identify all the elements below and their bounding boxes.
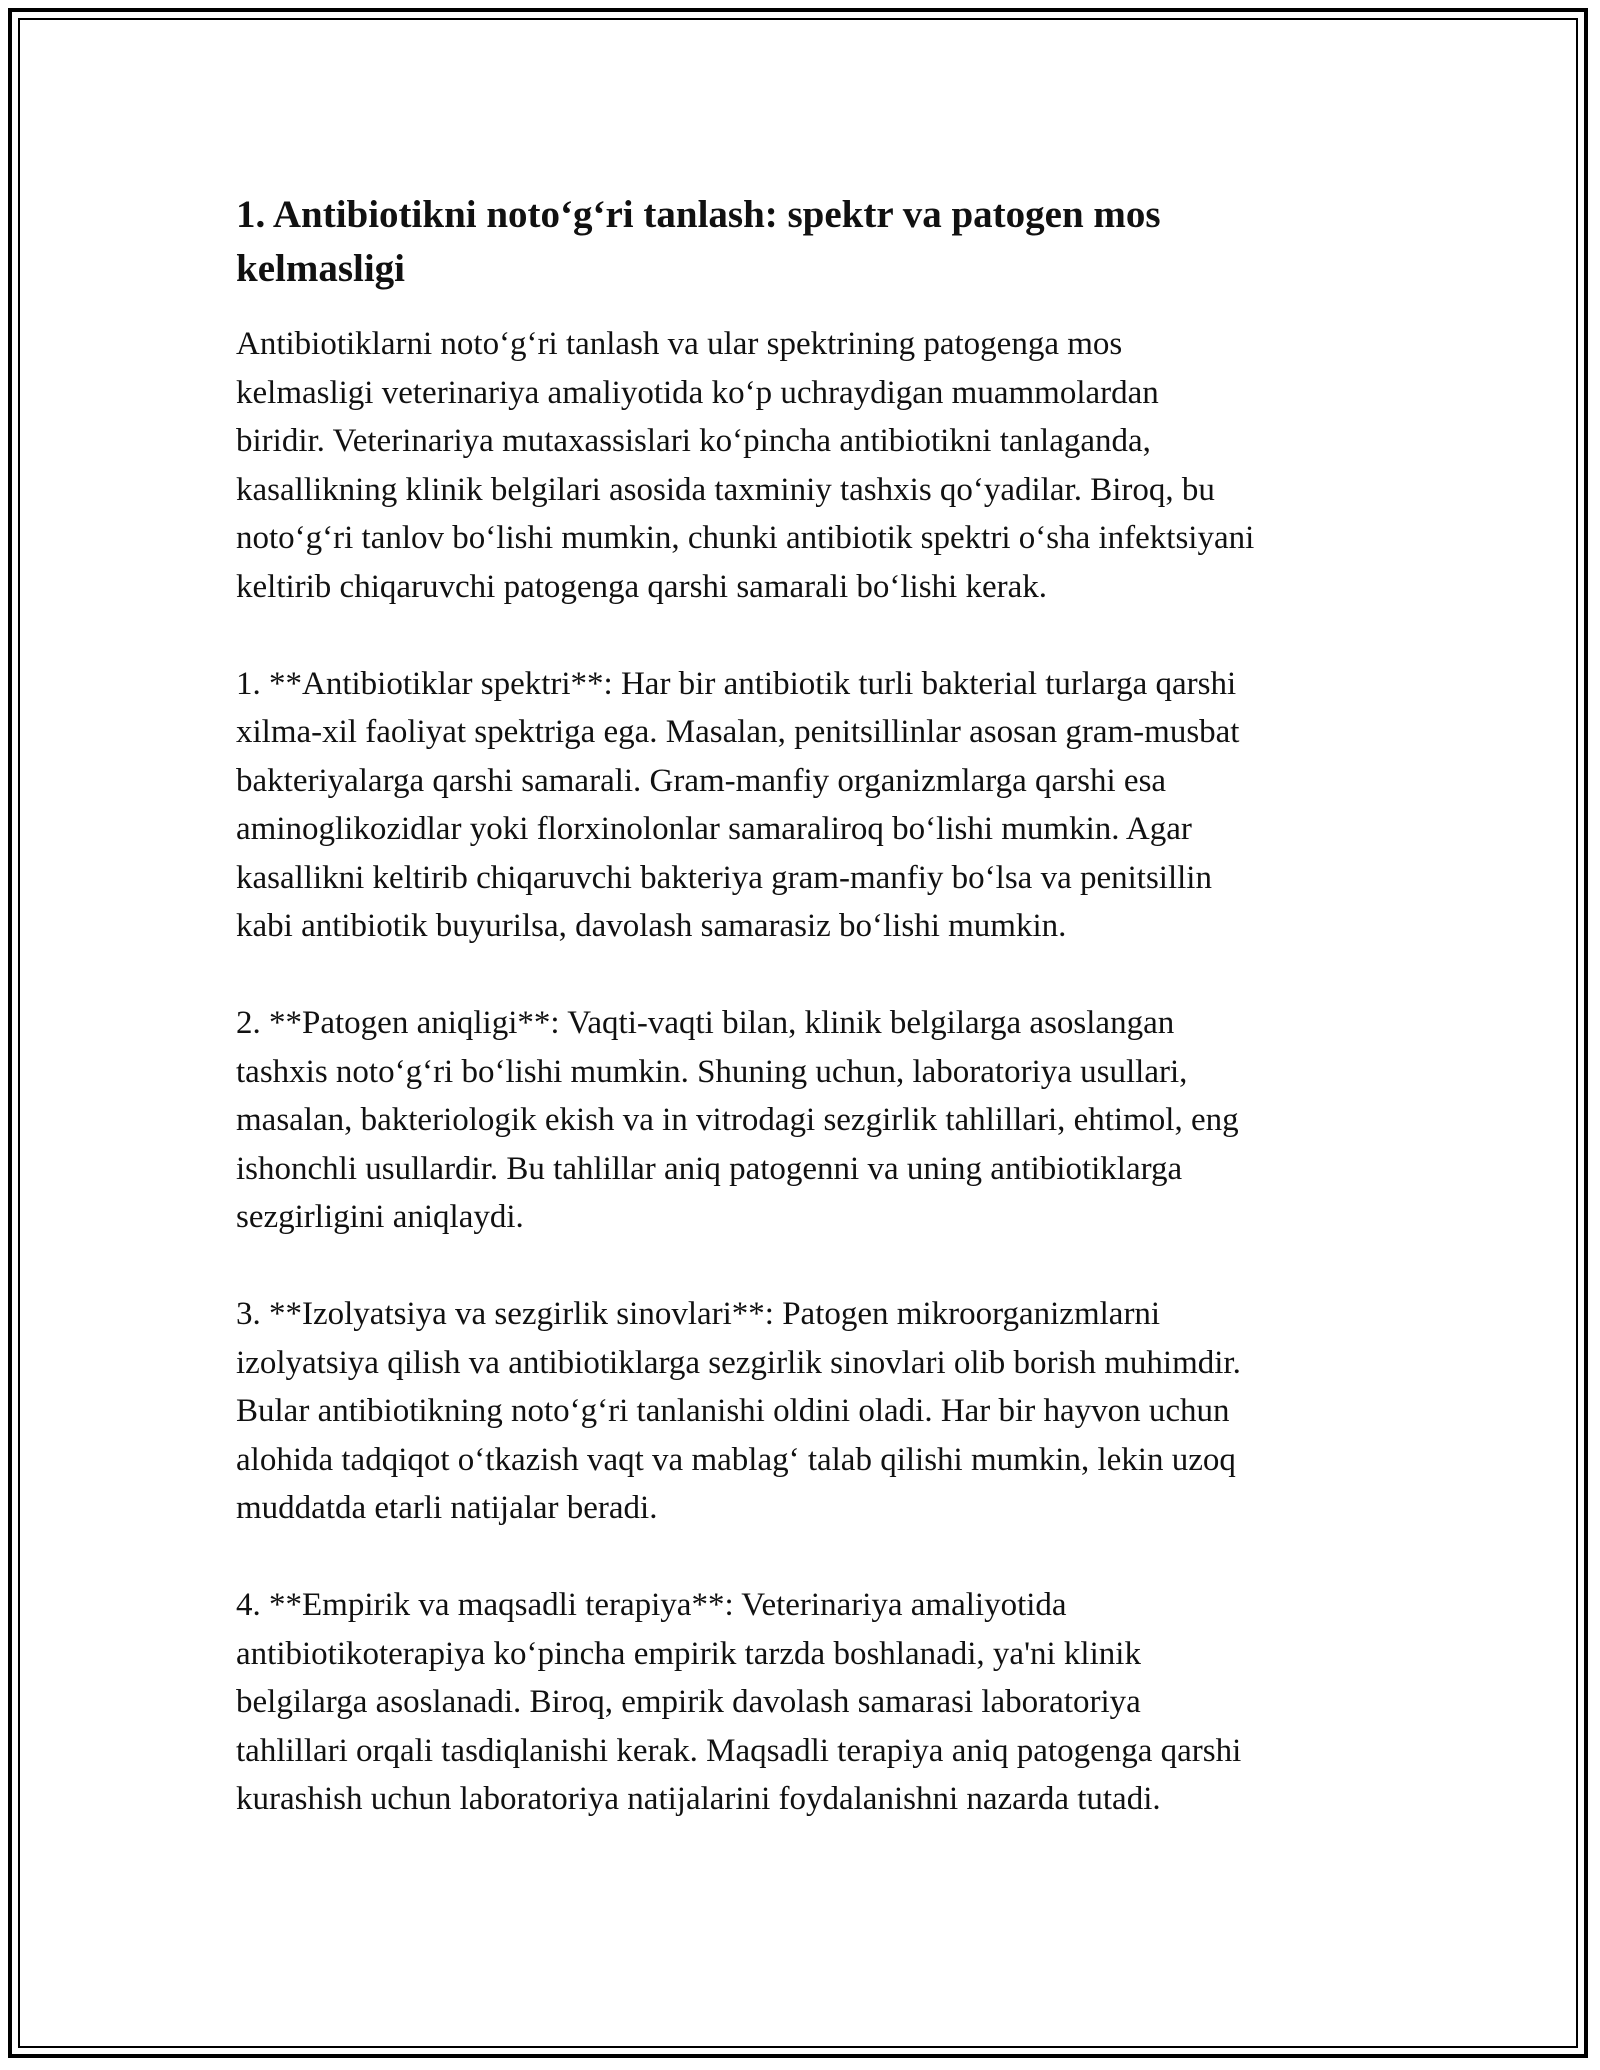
list-item-empiric-therapy: 4. **Empirik va maqsadli terapiya**: Veterinariya amaliyotida antibiotikoterapiya ko‘pincha empirik tarzda boshlanadi, ya'ni klinik belgilarga asoslanadi. Biroq, empirik davolash samarasi laboratoriya tahlillari orqali tasdiqlanishi kerak. Maqsadli terapiya aniq patogenga qarshi kurashish uchun laboratoriya natijalarini foydalanishni nazarda tutadi. <box>236 1587 1242 1817</box>
list-item-pathogen-accuracy: 2. **Patogen aniqligi**: Vaqti-vaqti bilan, klinik belgilarga asoslangan tashxis noto‘g‘ri bo‘lishi mumkin. Shuning uchun, laboratoriya usullari, masalan, bakteriologik ekish va in vitrodagi sezgirlik tahlillari, ehtimol, eng ishonchli usullardir. Bu tahlillar aniq patogenni va uning antibiotiklarga sezgirligini aniqlaydi. <box>236 1005 1239 1235</box>
section-heading: 1. Antibiotikni noto‘g‘ri tanlash: spektr va patogen mos kelmasligi <box>236 193 1161 290</box>
document-body <box>236 188 1386 1872</box>
list-item-isolation-tests: 3. **Izolyatsiya va sezgirlik sinovlari**: Patogen mikroorganizmlarni izolyatsiya qilish va antibiotiklarga sezgirlik sinovlari olib borish muhimdir. Bular antibiotikning noto‘g‘ri tanlanishi oldini oladi. Har bir hayvon uchun alohida tadqiqot o‘tkazish vaqt va mablag‘ talab qilishi mumkin, lekin uzoq muddatda etarli natijalar beradi. <box>236 1296 1241 1526</box>
list-item-spectrum: 1. **Antibiotiklar spektri**: Har bir antibiotik turli bakterial turlarga qarshi xilma-xil faoliyat spektriga ega. Masalan, penitsillinlar asosan gram-musbat bakteriyalarga qarshi samarali. Gram-manfiy organizmlarga qarshi esa aminoglikozidlar yoki florxinolonlar samaraliroq bo‘lishi mumkin. Agar kasallikni keltirib chiqaruvchi bakteriya gram-manfiy bo‘lsa va penitsillin kabi antibiotik buyurilsa, davolash samarasiz bo‘lishi mumkin. <box>236 665 1240 944</box>
intro-paragraph: Antibiotiklarni noto‘g‘ri tanlash va ular spektrining patogenga mos kelmasligi veterinariya amaliyotida ko‘p uchraydigan muammolardan biridir. Veterinariya mutaxassislari ko‘pincha antibiotikni tanlaganda, kasallikning klinik belgilari asosida taxminiy tashxis qo‘yadilar. Biroq, bu noto‘g‘ri tanlov bo‘lishi mumkin, chunki antibiotik spektri o‘sha infektsiyani keltirib chiqaruvchi patogenga qarshi samarali bo‘lishi kerak. <box>236 326 1255 605</box>
